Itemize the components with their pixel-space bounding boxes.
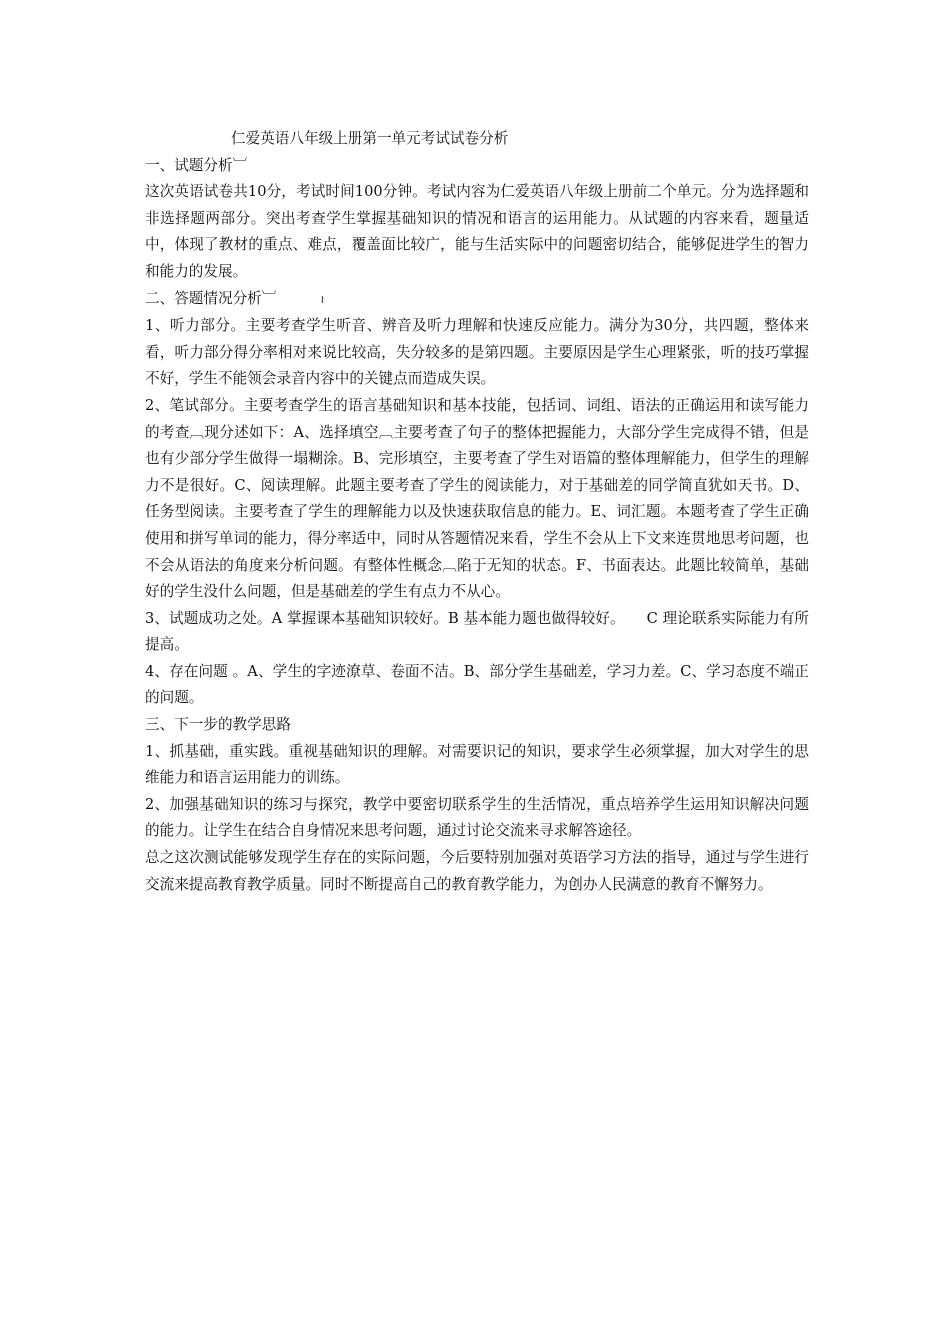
document-title: 仁爱英语八年级上册第一单元考试试卷分析 [231, 130, 509, 147]
paragraph-strengths: 3、试题成功之处。A 掌握课本基础知识较好。B 基本能力题也做得较好。 C 理论联系实际能力有所提高。 [145, 609, 809, 654]
paragraph-problems: 4、存在问题 。A、学生的字迹潦草、卷面不洁。B、部分学生基础差，学习力差。C、学习态度不端正的问题。 [145, 662, 809, 707]
paragraph-practice: 2、加强基础知识的练习与探究，教学中要密切联系学生的生活情况，重点培养学生运用知识解决问题的能力。让学生在结合自身情况来思考问题，通过讨论交流来寻求解答途径。 [145, 795, 809, 840]
section-heading-answers [145, 286, 809, 314]
paragraph-listening: 1、听力部分。主要考查学生听音、辨音及听力理解和快速反应能力。满分为30分，共四题，整体来看，听力部分得分率相对来说比较高，失分较多的是第四题。主要原因是学生心理紧张，听的技巧掌握不好，学生不能领会录音内容中的关键点而造成失误。 [145, 317, 809, 388]
paragraph-conclusion: 总之这次测试能够发现学生存在的实际问题，今后要特别加强对英语学习方法的指导，通过与学生进行交流来提高教育教学质量。同时不断提高自己的教育教学能力，为创办人民满意的教育不懈努力。 [145, 849, 809, 893]
stray-mark: ≀ [320, 292, 325, 306]
paragraph-written: 2、笔试部分。主要考查学生的语言基础知识和基本技能，包括词、词组、语法的正确运用和读写能力的考查︹现分述如下：A、选择填空︹主要考查了句子的整体把握能力，大部分学生完成得不错，但是也有少部分学生做得一塌糊涂。B、完形填空，主要考查了学生对语篇的整体理解能力，但学生的理解力不是很好。C、阅读理解。此题主要考查了学生的阅读能力，对于基础差的同学简直犹如天书。D、任务型阅读。主要考查了学生的理解能力以及快速获取信息的能力。E、词汇题。本题考查了学生正确使用和拼写单词的能力，得分率适中，同时从答题情况来看，学生不会从上下文来连贯地思考问题，也不会从语法的角度来分析问题。有整体性概念︹陷于无知的状态。F、书面表达。此题比较简单，基础好的学生没什么问题，但是基础差的学生有点力不从心。 [145, 396, 809, 601]
section-heading-next-steps: 三、下一步的教学思路 [145, 716, 291, 734]
section-heading-analysis: 一、试题分析︺ [145, 156, 248, 174]
document-page [145, 126, 809, 898]
section-analysis-paragraph: 这次英语试卷共10分，考试时间100分钟。考试内容为仁爱英语八年级上册前二个单元。分为选择题和非选择题两部分。突出考查学生掌握基础知识的情况和语言的运用能力。从试题的内容来看，题量适中，体现了教材的重点、难点，覆盖面比较广，能与生活实际中的问题密切结合，能够促进学生的智力和能力的发展。 [145, 183, 809, 280]
section-heading-answers-text: 二、答题情况分析︺ [145, 289, 277, 307]
paragraph-basics: 1、抓基础，重实践。重视基础知识的理解。对需要识记的知识，要求学生必须掌握，加大对学生的思维能力和语言运用能力的训练。 [145, 742, 809, 787]
